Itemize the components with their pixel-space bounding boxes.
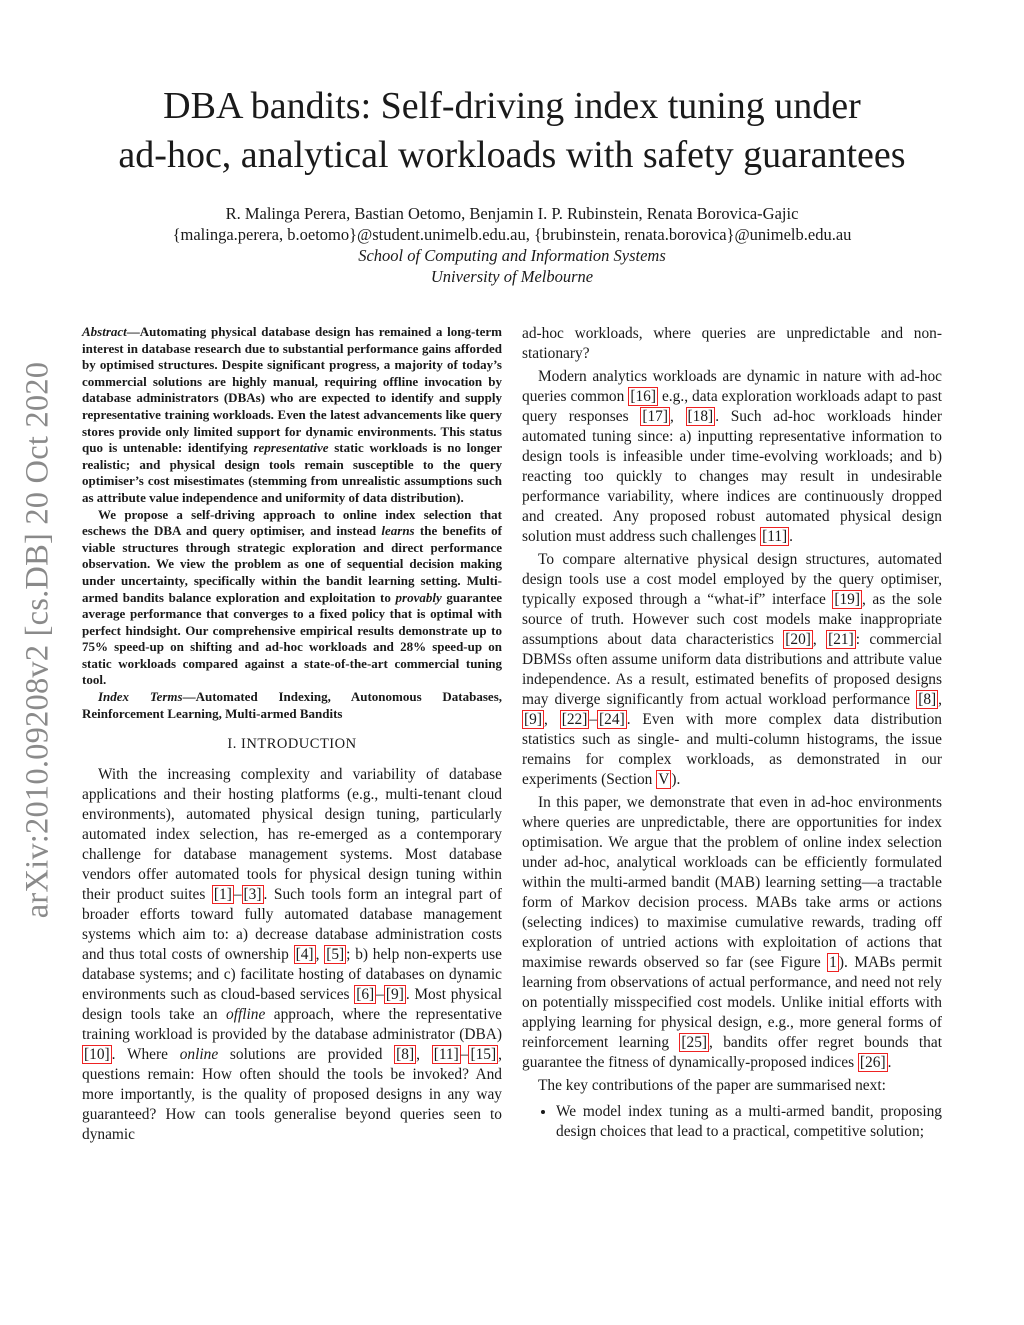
right-paragraph-1 xyxy=(522,367,942,547)
citation-link[interactable]: [11] xyxy=(762,528,788,545)
citation-link[interactable]: [8] xyxy=(396,1046,415,1064)
abstract-paragraph-2 xyxy=(82,507,502,690)
right-paragraph-3 xyxy=(522,793,942,1073)
body-text: Modern analytics workloads are dynamic in nature with ad-hoc queries common xyxy=(522,368,942,405)
body-text: , bandits offer regret bounds that guarantee the fitness of dynamically-proposed indices xyxy=(522,1034,942,1071)
body-text: ; b) help non-experts use database systems; and c) facilitate hosting of databases on dynamic environments such as cloud-based services xyxy=(82,946,503,1004)
citation-link[interactable]: [15] xyxy=(470,1046,497,1064)
right-paragraph-2 xyxy=(522,550,942,790)
right-column xyxy=(522,324,942,1142)
abstract-text: —Automating physical database design has remained a long-term interest in database research due to substantial performance gains afforded by optimised structures. Despite significant progress, a majority of today’s commercial solutions are highly manual, requiring offline invocation by database administrators (DBAs) who are expected to identify and supply representative training workloads. Even the latest advancements like query stores provide only limited support for dynamic environments. This status quo is untenable: identifying xyxy=(82,324,502,456)
section-heading-introduction xyxy=(82,736,502,753)
citation-link[interactable]: [10] xyxy=(84,1046,110,1064)
body-text: . xyxy=(789,528,794,545)
citation-link[interactable]: [18] xyxy=(687,408,714,425)
body-text: , xyxy=(416,1046,432,1064)
paper-title xyxy=(60,82,964,180)
citation-link[interactable]: [19] xyxy=(834,591,861,608)
citation-link[interactable]: [9] xyxy=(524,711,542,728)
body-text: , questions remain: How often should the tools be invoked? And more importantly, is the quality of proposed designs in any way guaranteed? How can tools generalise beyond queries seen to dynamic xyxy=(82,1046,502,1144)
body-text: – xyxy=(376,986,384,1004)
citation-link[interactable]: [4] xyxy=(295,946,314,964)
citation-link[interactable]: [21] xyxy=(828,631,854,648)
body-text: To compare alternative physical design structures, automated design tools use a cost model employed by the query optimiser, typically exposed through a “what-if” interface xyxy=(522,551,942,608)
emphasis-text: online xyxy=(179,1046,219,1064)
emphasis-text: offline xyxy=(226,1006,266,1024)
section-reference-link[interactable]: V xyxy=(658,771,670,788)
body-text: approach, where the representative training workload is provided by the database administrator (DBA) xyxy=(82,1006,502,1044)
citation-link[interactable]: [16] xyxy=(630,388,656,405)
body-text: With the increasing complexity and variability of database applications and their hosting platforms (e.g., multi-tenant cloud environments), automated physical design tuning, particularly automated index selection, has re-emerged as a contemporary challenge for database management systems. Most database vendors offer automated tools for physical design tuning within their product suites xyxy=(82,766,502,904)
citation-link[interactable]: [6] xyxy=(356,986,375,1004)
body-text: solutions are provided xyxy=(218,1046,395,1064)
body-text: In this paper, we demonstrate that even in ad-hoc environments where queries are unpredictable, there are opportunities for index optimisation. We argue that the problem of online index selection under ad-hoc, analytical workloads can be efficiently formulated within the multi-armed bandit (MAB) learning setting—a tractable form of Markov decision process. MABs take arms or actions (selecting indices) to maximise cumulative rewards, trading off exploration of untried actions with exploitation of actions that maximise rewards observed so far (see Figure xyxy=(522,794,942,971)
title-line-2: ad-hoc, analytical workloads with safety guarantees xyxy=(118,134,906,176)
abstract-emphasis: learns xyxy=(381,523,415,539)
body-text: – xyxy=(460,1046,469,1064)
abstract-emphasis: provably xyxy=(395,589,442,605)
abstract-text: the benefits of viable structures through strategic exploration and direct performance observation. We view the problem as one of sequential decision making under uncertainty, specifically within the bandit learning setting. Multi-armed bandits balance exploration and exploitation to xyxy=(82,523,502,605)
body-text: , xyxy=(543,711,560,728)
body-text: . Where xyxy=(111,1046,180,1064)
body-text: – xyxy=(233,886,242,904)
index-terms-label: Index Terms xyxy=(98,689,183,705)
body-text: . Most physical design tools take an xyxy=(82,986,502,1024)
body-text: , xyxy=(938,691,942,708)
citation-link[interactable]: [26] xyxy=(859,1054,886,1071)
citation-link[interactable]: [11] xyxy=(433,1046,459,1064)
citation-link[interactable]: [17] xyxy=(642,408,668,425)
citation-link[interactable]: [5] xyxy=(326,946,345,964)
index-terms-text: —Automated Indexing, Autonomous Databases, Reinforcement Learning, Multi-armed Bandits xyxy=(82,689,503,721)
body-text: , xyxy=(315,946,325,964)
citation-link[interactable]: [22] xyxy=(561,711,588,728)
figure-reference-link[interactable]: 1 xyxy=(829,954,837,971)
section-title: NTRODUCTION xyxy=(246,736,357,753)
right-paragraph-4: The key contributions of the paper are summarised next: xyxy=(538,1077,886,1094)
citation-link[interactable]: [8] xyxy=(918,691,937,708)
body-text: ). MABs permit learning from observations of actual performance, and need not rely on potentially misspecified cost models. Unlike initial efforts with applying learning for physical design, e.g., more general forms of reinforcement learning xyxy=(522,954,942,1051)
body-text: . Such tools form an integral part of broader efforts toward fully automated database management systems which aim to: a) decrease database administration costs and thus total costs of ownership xyxy=(82,886,502,964)
abstract-text: static workloads is no longer realistic; and physical design tools remain susceptible to the query optimiser’s cost misestimates (stemming from unrealistic assumptions such as attribute value independence and uniformity of data distribution). xyxy=(82,440,502,505)
contribution-item: • We model index tuning as a multi-armed bandit, proposing design choices that lead to a practical, competitive solution; xyxy=(556,1102,942,1142)
author-block xyxy=(60,203,964,287)
title-line-1: DBA bandits: Self-driving index tuning under xyxy=(163,85,861,127)
university-name: University of Melbourne xyxy=(430,267,594,286)
citation-link[interactable]: [20] xyxy=(785,631,811,648)
section-number: I. xyxy=(227,736,242,753)
arxiv-identifier: arXiv:2010.09208v2 [cs.DB] 20 Oct 2020 xyxy=(19,361,56,919)
body-text: : commercial DBMSs often assume uniform data distributions and attribute value independence. As a result, estimated benefits of proposed designs may diverge significantly from actual workload performance xyxy=(522,631,943,708)
introduction-body xyxy=(82,765,502,1145)
body-text: . xyxy=(887,1054,892,1071)
body-text: , xyxy=(812,631,827,648)
intro-paragraph-1 xyxy=(82,765,502,1145)
body-text: , xyxy=(669,408,686,425)
left-column xyxy=(82,324,502,1145)
citation-link[interactable]: [3] xyxy=(243,886,262,904)
body-text: . Such ad-hoc workloads hinder automated tuning since: a) inputting representative information to design tools is infeasible under time-evolving workloads; and b) reacting too quickly to changes may result in undesirable performance variability, where indices are continuously dropped and created. Any proposed robust automated physical design solution must address such challenges xyxy=(522,408,942,545)
body-text: , as the sole source of truth. However such cost models make inappropriate assumptions about data characteristics xyxy=(522,591,942,648)
body-text: e.g., data exploration workloads adapt to past query responses xyxy=(522,388,942,425)
body-text: . Even with more complex data distribution statistics such as single- and multi-column histograms, the issue remains for complex workloads, as demonstrated in our experiments (Section xyxy=(522,711,942,788)
index-terms xyxy=(82,689,502,722)
citation-link[interactable]: [9] xyxy=(385,986,404,1004)
section-initial: I xyxy=(241,736,247,753)
abstract-label: Abstract xyxy=(82,324,127,339)
right-paragraph-0: ad-hoc workloads, where queries are unpredictable and non-stationary? xyxy=(522,325,942,362)
abstract-text: We propose a self-driving approach to online index selection that eschews the DBA and query optimiser, and instead xyxy=(82,506,502,539)
body-text: ). xyxy=(671,771,681,788)
abstract-emphasis: representative xyxy=(253,440,329,456)
body-text: – xyxy=(589,711,598,728)
school-name: School of Computing and Information Systems xyxy=(358,246,666,265)
author-emails: {malinga.perera, b.oetomo}@student.unimelb.edu.au, {brubinstein, renata.borovica}@unimelb.edu.au xyxy=(172,225,852,244)
citation-link[interactable]: [1] xyxy=(213,886,232,904)
author-names: R. Malinga Perera, Bastian Oetomo, Benjamin I. P. Rubinstein, Renata Borovica-Gajic xyxy=(225,204,799,223)
abstract-paragraph-1 xyxy=(82,324,502,507)
abstract-text: guarantee average performance that converges to a fixed policy that is optimal with perfect hindsight. Our comprehensive empirical results demonstrate up to 75% speed-up on shifting and ad-hoc workloads and 28% speed-up on static workloads compared against a state-of-the-art commercial tuning tool. xyxy=(82,589,502,688)
citation-link[interactable]: [25] xyxy=(681,1034,708,1051)
arxiv-sidebar xyxy=(8,330,68,950)
contributions-list xyxy=(522,1102,942,1142)
citation-link[interactable]: [24] xyxy=(599,711,625,728)
